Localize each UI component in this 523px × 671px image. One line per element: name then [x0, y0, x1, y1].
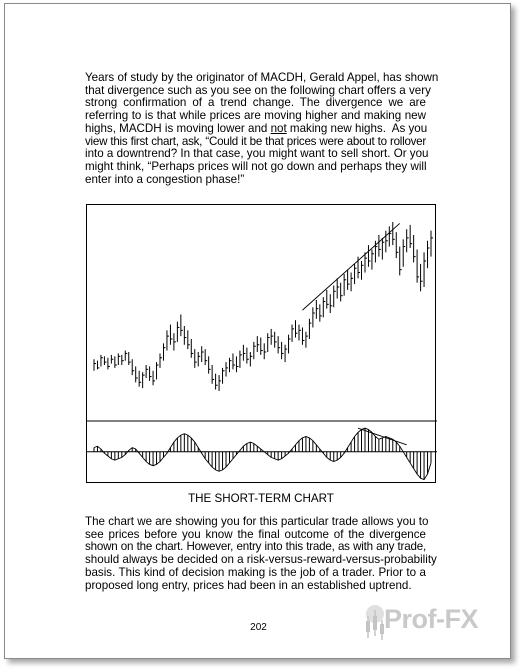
price-bar	[393, 222, 395, 245]
price-bar	[299, 325, 301, 341]
price-bar	[240, 351, 242, 368]
price-bar	[351, 273, 353, 292]
price-bar	[129, 352, 131, 365]
price-bar	[122, 355, 124, 365]
price-bar	[219, 375, 221, 391]
price-bar	[202, 346, 204, 362]
price-bar	[323, 297, 325, 317]
price-bar	[275, 332, 277, 348]
price-bar	[431, 231, 433, 257]
price-bar	[195, 349, 197, 368]
macdh-histogram-panel	[87, 428, 437, 479]
price-bar	[226, 362, 228, 376]
price-bar	[403, 239, 405, 266]
text-line: The chart we are showing you for this particular trade allows you to	[85, 515, 429, 528]
intro-paragraph	[85, 71, 439, 186]
price-bar	[372, 249, 374, 269]
price-bar	[94, 359, 96, 371]
price-bar	[146, 365, 148, 378]
price-bar	[157, 362, 159, 379]
price-bar	[327, 290, 329, 309]
price-bar	[139, 371, 141, 387]
text-line: basis. This kind of decision making is the job of a trader. Prior to a	[85, 565, 426, 579]
watermark-text: Prof-FX	[384, 604, 478, 634]
text-line: view this first chart, ask, “Could it be that prices were about to rollover	[85, 134, 426, 148]
price-macdh-chart	[86, 204, 436, 483]
price-bar	[407, 229, 409, 252]
price-bar	[379, 235, 381, 257]
price-bar	[229, 358, 231, 372]
price-bar	[254, 342, 256, 359]
price-bar	[170, 325, 172, 345]
text-segment: highs, MACDH is moving lower and	[85, 121, 271, 135]
price-bar	[285, 345, 287, 362]
text-line: that divergence such as you see on the following chart offers a very	[85, 83, 431, 97]
price-bar	[250, 352, 252, 366]
price-bar	[261, 338, 263, 355]
price-bar	[136, 366, 138, 382]
price-bar	[167, 330, 169, 350]
price-bar	[268, 333, 270, 352]
price-bar	[348, 270, 350, 290]
prof-fx-watermark	[362, 602, 507, 642]
price-bar	[289, 335, 291, 354]
price-bar	[313, 307, 315, 327]
price-bar	[302, 327, 304, 344]
price-bar	[389, 226, 391, 246]
price-bar	[153, 371, 155, 385]
price-bar	[212, 365, 214, 384]
price-bar	[421, 264, 423, 291]
price-bar	[247, 348, 249, 364]
text-line: shown on the chart. However, entry into this trade, as with any trade,	[85, 540, 426, 554]
price-bar	[400, 247, 402, 276]
page-number: 202	[250, 622, 267, 633]
price-bar	[243, 345, 245, 361]
price-bar	[368, 245, 370, 267]
document-page	[4, 3, 511, 659]
price-bar	[118, 353, 120, 365]
price-bar	[205, 349, 207, 365]
price-bar	[132, 359, 134, 375]
text-line: into a downtrend? In that case, you might want to sell short. Or you	[85, 147, 429, 161]
price-bar	[233, 353, 235, 369]
price-bar	[414, 235, 416, 262]
text-line: might think, “Perhaps prices will not go down and perhaps they will	[85, 159, 427, 173]
text-line: Years of study by the originator of MACDH, Gerald Appel, has shown	[85, 71, 439, 84]
text-line: enter into a congestion phase!”	[85, 172, 245, 186]
text-line	[85, 123, 426, 136]
price-bar	[382, 238, 384, 260]
price-bar	[181, 314, 183, 336]
price-bar	[184, 326, 186, 345]
chart-caption: THE SHORT-TERM CHART	[188, 492, 334, 505]
price-bar	[344, 274, 346, 296]
text-line: proposed long entry, prices had been in an established uptrend.	[85, 578, 412, 592]
price-bar	[410, 225, 412, 248]
price-bar	[236, 356, 238, 372]
price-bar	[306, 332, 308, 348]
price-bar	[150, 366, 152, 380]
price-bar	[278, 336, 280, 353]
price-bar	[257, 336, 259, 352]
chart-canvas	[87, 205, 437, 484]
price-bar	[174, 333, 176, 350]
text-segment: making new highs. As you	[286, 121, 428, 135]
price-bar	[320, 304, 322, 321]
price-bar	[355, 264, 357, 284]
emphasis-not: not	[270, 121, 287, 135]
price-bar	[362, 261, 364, 280]
price-bar	[101, 355, 103, 367]
text-line: see prices before you know the final outcome of the divergence	[85, 527, 426, 541]
price-bar	[177, 322, 179, 342]
price-bar	[309, 319, 311, 339]
price-bar	[143, 372, 145, 388]
price-bar	[223, 368, 225, 384]
price-bar	[292, 325, 294, 342]
price-trendline	[302, 223, 399, 310]
price-bar	[341, 283, 343, 302]
price-bar	[271, 329, 273, 345]
price-bar	[115, 356, 117, 368]
text-line: should always be decided on a risk-versus-reward-versus-probability	[85, 553, 437, 567]
price-bar	[198, 352, 200, 366]
text-line: strong confirmation of a trend change. The divergence we are	[85, 96, 426, 110]
price-bar	[188, 330, 190, 349]
price-bar	[111, 355, 113, 364]
price-bar	[191, 339, 193, 358]
price-bar	[209, 356, 211, 373]
body-paragraph	[85, 515, 437, 592]
price-bar	[330, 294, 332, 313]
price-bar	[365, 252, 367, 272]
price-bar	[396, 232, 398, 258]
price-bar	[337, 278, 339, 298]
price-bar	[97, 361, 99, 370]
price-bar	[424, 252, 426, 287]
price-bar	[216, 374, 218, 390]
price-bar	[316, 300, 318, 319]
price-panel	[94, 222, 433, 391]
price-bar	[108, 358, 110, 370]
price-bar	[160, 353, 162, 367]
price-bar	[428, 241, 430, 268]
price-bar	[125, 351, 127, 361]
candlestick-icon	[362, 602, 386, 642]
price-bar	[163, 343, 165, 360]
text-line: referring to is that while prices are moving higher and making new	[85, 109, 426, 123]
price-bar	[296, 320, 298, 337]
price-bar	[417, 249, 419, 282]
price-bar	[334, 286, 336, 308]
price-bar	[104, 356, 106, 365]
price-bar	[282, 342, 284, 359]
price-bar	[264, 343, 266, 359]
